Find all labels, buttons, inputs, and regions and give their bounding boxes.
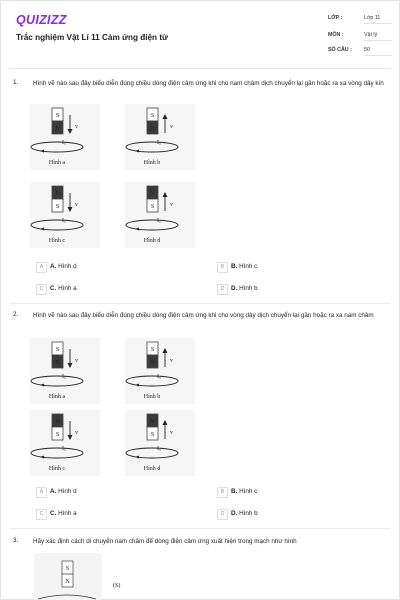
question-2-figures bbox=[30, 338, 210, 478]
q2-option-c-marker: C bbox=[36, 509, 47, 520]
q1-fig1-pole-top: S bbox=[55, 113, 60, 119]
question-3-text: Hãy xác định cách di chuyển nam châm để dòng điện cảm ứng xuất hiện trong mạch như hình bbox=[33, 538, 297, 545]
meta-value-count: 50 bbox=[364, 47, 392, 56]
q2-figure-d bbox=[125, 410, 195, 476]
q1-fig2-current-label: I꜀ bbox=[157, 140, 162, 146]
q1-option-a[interactable] bbox=[36, 262, 186, 272]
question-separator bbox=[9, 528, 391, 529]
q1-fig1-pole-bottom: N bbox=[55, 126, 60, 132]
q1-fig4-pole-top: N bbox=[150, 191, 155, 197]
q1-fig3-current-label: I꜀ bbox=[62, 218, 67, 224]
q2-fig1-velocity-label: v bbox=[75, 358, 78, 364]
q2-fig2-pole-top: S bbox=[150, 347, 155, 353]
q2-figure-svg bbox=[30, 338, 210, 478]
q2-option-c-text: Hình a bbox=[58, 510, 77, 517]
q1-figure-d bbox=[125, 182, 195, 248]
header-divider bbox=[9, 68, 391, 69]
q2-option-b-marker: B bbox=[217, 487, 228, 498]
q1-option-a-marker: A bbox=[36, 262, 47, 273]
q2-fig2-pole-bottom: N bbox=[150, 360, 155, 366]
q2-fig3-pole-bottom: S bbox=[55, 432, 60, 438]
quizizz-logo: QUIZIZZ bbox=[16, 13, 67, 27]
q1-option-b-text: Hình c bbox=[239, 263, 258, 270]
q1-fig4-current-label: I꜀ bbox=[157, 218, 162, 224]
q2-figure-b bbox=[125, 338, 195, 404]
question-1-figures bbox=[30, 104, 210, 254]
q2-fig3-velocity-label: v bbox=[75, 430, 78, 436]
q1-fig2-velocity-label: v bbox=[170, 124, 173, 130]
q1-option-b-label: B. bbox=[231, 263, 238, 270]
q2-option-b-label: B. bbox=[231, 488, 238, 495]
q2-option-a-text: Hình d bbox=[58, 488, 77, 495]
q1-fig4-caption: Hình d bbox=[143, 238, 161, 244]
q2-option-c-label: C. bbox=[50, 510, 57, 517]
q1-fig2-caption: Hình b bbox=[143, 160, 161, 166]
q1-fig1-velocity-label: v bbox=[75, 124, 78, 130]
meta-label-grade: LỚP : bbox=[328, 15, 343, 21]
q3-pole-top: S bbox=[65, 566, 70, 572]
question-1-number: 1. bbox=[13, 79, 19, 86]
question-1-text: Hình vẽ nào sau đây biểu diễn đúng chiều dòng điện cảm ứng khi cho nam châm dịch chuyển lại gần hoặc ra xa vòng dây kín bbox=[33, 80, 384, 87]
q1-fig3-pole-bottom: S bbox=[55, 204, 60, 210]
q1-option-d-label: D. bbox=[231, 285, 238, 292]
q2-option-c[interactable] bbox=[36, 509, 186, 519]
q1-option-a-text: Hình d bbox=[58, 263, 77, 270]
q2-fig1-caption: Hình a bbox=[48, 394, 66, 400]
q2-fig1-current-label: I꜀ bbox=[62, 374, 67, 380]
q1-option-d-text: Hình b bbox=[239, 285, 258, 292]
q1-option-d[interactable] bbox=[217, 284, 367, 294]
q2-option-b-text: Hình c bbox=[239, 488, 258, 495]
q3-pole-bottom: N bbox=[65, 579, 70, 585]
q1-fig1-current-label: I꜀ bbox=[62, 140, 67, 146]
question-3-number: 3. bbox=[13, 537, 19, 544]
q1-figure-svg bbox=[30, 104, 210, 254]
q2-fig4-pole-top: N bbox=[150, 419, 155, 425]
q1-option-c-text: Hình a bbox=[58, 285, 77, 292]
q2-fig3-caption: Hình c bbox=[48, 466, 66, 472]
q1-figure-b bbox=[125, 104, 195, 170]
q2-option-d[interactable] bbox=[217, 509, 367, 519]
q1-fig2-pole-bottom: N bbox=[150, 126, 155, 132]
q2-fig2-caption: Hình b bbox=[143, 394, 161, 400]
q1-figure-c bbox=[30, 182, 100, 248]
q2-fig4-pole-bottom: S bbox=[150, 432, 155, 438]
q1-option-c[interactable] bbox=[36, 284, 186, 294]
q2-fig4-velocity-label: v bbox=[170, 430, 173, 436]
q2-option-d-marker: D bbox=[217, 509, 228, 520]
q1-fig4-velocity-label: v bbox=[170, 202, 173, 208]
meta-value-subject: Vật lý bbox=[364, 32, 392, 41]
q2-fig3-current-label: I꜀ bbox=[62, 446, 67, 452]
q1-fig2-pole-top: S bbox=[150, 113, 155, 119]
q2-option-a-marker: A bbox=[36, 487, 47, 498]
q1-option-c-marker: C bbox=[36, 284, 47, 295]
q2-fig1-pole-top: S bbox=[55, 347, 60, 353]
q2-fig1-pole-bottom: N bbox=[55, 360, 60, 366]
meta-value-grade: Lớp 11 bbox=[364, 15, 392, 24]
q1-option-d-marker: D bbox=[217, 284, 228, 295]
worksheet-title: Trắc nghiệm Vật Lí 11 Cảm ứng điện từ bbox=[16, 33, 168, 42]
q1-option-c-label: C. bbox=[50, 285, 57, 292]
q2-fig2-velocity-label: v bbox=[170, 358, 173, 364]
question-2-text: Hình vẽ nào sau đây biểu diễn đúng chiều dòng điện cảm ứng khi cho vòng dây dịch chuyển lại gần hoặc ra xa nam châm bbox=[33, 312, 374, 319]
q2-figure-c bbox=[30, 410, 100, 476]
q1-fig4-pole-bottom: S bbox=[150, 204, 155, 210]
question-separator bbox=[9, 303, 391, 304]
q2-option-a[interactable] bbox=[36, 487, 186, 497]
q1-option-b[interactable] bbox=[217, 262, 367, 272]
q2-option-b[interactable] bbox=[217, 487, 367, 497]
q2-fig4-caption: Hình d bbox=[143, 466, 161, 472]
q2-figure-a bbox=[30, 338, 100, 404]
q1-figure-a bbox=[30, 104, 100, 170]
q1-fig3-caption: Hình c bbox=[48, 238, 66, 244]
q1-option-a-label: A. bbox=[50, 263, 57, 270]
q2-fig2-current-label: I꜀ bbox=[157, 374, 162, 380]
meta-label-count: SỐ CÂU : bbox=[328, 47, 352, 53]
q2-option-a-label: A. bbox=[50, 488, 57, 495]
q1-fig1-caption: Hình a bbox=[48, 160, 66, 166]
question-2-number: 2. bbox=[13, 311, 19, 318]
question-3-figure bbox=[34, 553, 144, 600]
q1-fig3-pole-top: N bbox=[55, 191, 60, 197]
q2-option-d-label: D. bbox=[231, 510, 238, 517]
q1-option-b-marker: B bbox=[217, 262, 228, 273]
q2-fig4-current-label: I꜀ bbox=[157, 446, 162, 452]
meta-label-subject: MÔN : bbox=[328, 32, 344, 38]
q3-side-label: (S) bbox=[113, 583, 121, 589]
q3-figure-svg bbox=[34, 553, 144, 600]
q1-fig3-velocity-label: v bbox=[75, 202, 78, 208]
q2-option-d-text: Hình b bbox=[239, 510, 258, 517]
q2-fig3-pole-top: N bbox=[55, 419, 60, 425]
